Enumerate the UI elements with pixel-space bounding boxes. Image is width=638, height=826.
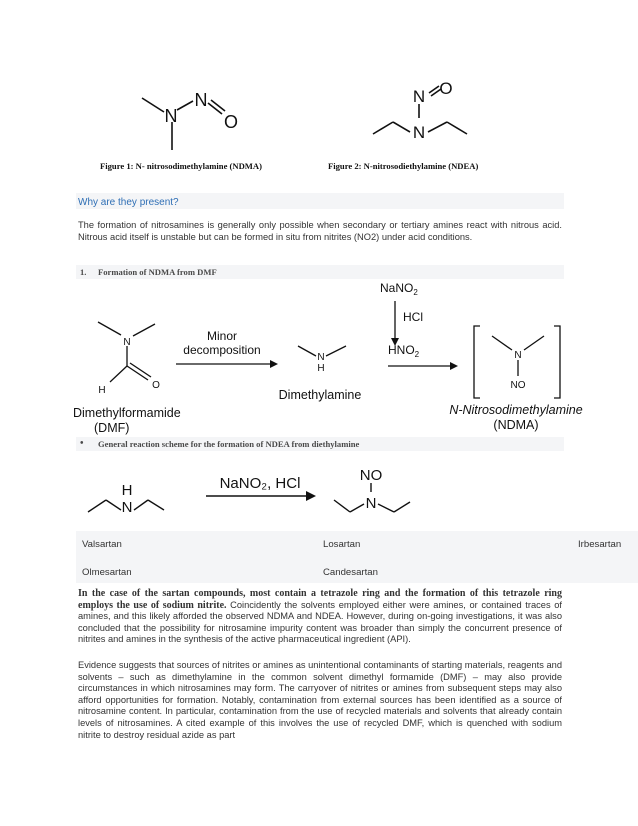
- ndea-scheme-no-group: NO: [359, 467, 383, 484]
- figure-1-caption: Figure 1: N- nitrosodimethylamine (NDMA): [100, 161, 262, 171]
- drug-cell-valsartan: Valsartan: [82, 539, 122, 550]
- list-item-1-number: 1.: [80, 267, 87, 277]
- scheme-2-reagents: NaNO₂, HCl: [219, 475, 301, 492]
- ndma-abbrev-label: (NDMA): [493, 418, 539, 432]
- ndma-n2-atom: N: [194, 90, 208, 110]
- drug-cell-irbesartan: Irbesartan: [578, 539, 622, 550]
- dmf-abbrev-label: (DMF): [94, 421, 130, 435]
- ndma-formation-scheme: [70, 278, 590, 442]
- bullet-icon: •: [80, 438, 84, 449]
- diethylamine-h-atom: H: [121, 482, 133, 499]
- diethylamine-n-atom: N: [121, 499, 133, 516]
- dmf-n-atom: N: [123, 337, 131, 348]
- ndea-o-atom: O: [439, 79, 453, 98]
- body-paragraph-1: [78, 588, 562, 646]
- dmf-h-atom: H: [98, 385, 106, 396]
- ndma-scheme-n-atom: N: [514, 350, 522, 361]
- intro-paragraph: The formation of nitrosamines is generally only possible when secondary or tertiary amines react with nitrous acid. Nitrous acid itself is unstable but can be formed in situ from nitrites (NO2) under acid conditions.: [78, 220, 562, 242]
- ndma-n1-atom: N: [164, 106, 178, 126]
- list-item-2: General reaction scheme for the formation of NDEA from diethylamine: [98, 439, 360, 449]
- ndea-n1-atom: N: [412, 87, 426, 106]
- dimethylamine-n-atom: N: [317, 352, 325, 363]
- list-item-1: Formation of NDMA from DMF: [98, 267, 217, 277]
- arrow-label-minor: Minor: [206, 329, 238, 343]
- ndea-scheme-n-atom: N: [365, 495, 377, 512]
- ndea-formation-scheme: [84, 460, 414, 526]
- reagent-hcl: HCl: [403, 310, 423, 324]
- dmf-label: Dimethylformamide: [73, 406, 181, 420]
- dimethylamine-label: Dimethylamine: [278, 388, 362, 402]
- reagent-hno2: $HNO_2$: [388, 343, 420, 359]
- ndma-scheme-no-group: NO: [510, 380, 526, 391]
- section-heading: Why are they present?: [78, 197, 179, 208]
- ndea-structure: [355, 76, 485, 156]
- figure-2-caption: Figure 2: N-nitrosodiethylamine (NDEA): [328, 161, 479, 171]
- drug-cell-olmesartan: Olmesartan: [82, 567, 132, 578]
- arrow-label-decomposition: decomposition: [183, 343, 261, 357]
- reagent-nano2: NaNO$_2$: [380, 281, 418, 297]
- ndma-o-atom: O: [223, 112, 239, 132]
- drug-cell-candesartan: Candesartan: [323, 567, 378, 578]
- ndma-label: N-Nitrosodimethylamine: [449, 403, 583, 417]
- body-paragraph-1-text: Coincidently the solvents employed either were amines, or contained traces of amines, and this likely afforded the observed NDMA and NDEA. However, during on-going investigations, it was also concluded that the possibility for nitrosamine impurity content was broader than simply the concurrent presence of nitrites and amines in the synthesis of the active pharmaceutical ingredient (API).: [78, 599, 562, 645]
- ndea-n2-atom: N: [412, 123, 426, 142]
- dmf-o-atom: O: [152, 380, 160, 391]
- ndma-structure: [130, 82, 260, 158]
- body-paragraph-2: Evidence suggests that sources of nitrites or amines as unintentional contaminants of starting materials, reagents and solvents – such as dimethylamine in the common solvent dimethyl formamide (DMF) – may also provide circumstances in which nitrosamines may form. The carryover of nitrites or amines from subsequent steps may also afford opportunities for formation. Notably, contamination from external sources has been identified as a source of nitrosamine content. In particular, contamination from the use of recycled materials and solvents that already contain levels of nitrosamines. A cited example of this involves the use of recycled DMF, which is quenched with sodium nitrite to destroy residual azide as part: [78, 660, 562, 740]
- dimethylamine-h-atom: H: [317, 363, 325, 374]
- body-paragraph-1-lead: In the case of the sartan compounds, most contain a tetrazole ring and the formation of this tetrazole ring employs the use of sodium nitrite.: [78, 588, 562, 611]
- drug-cell-losartan: Losartan: [323, 539, 361, 550]
